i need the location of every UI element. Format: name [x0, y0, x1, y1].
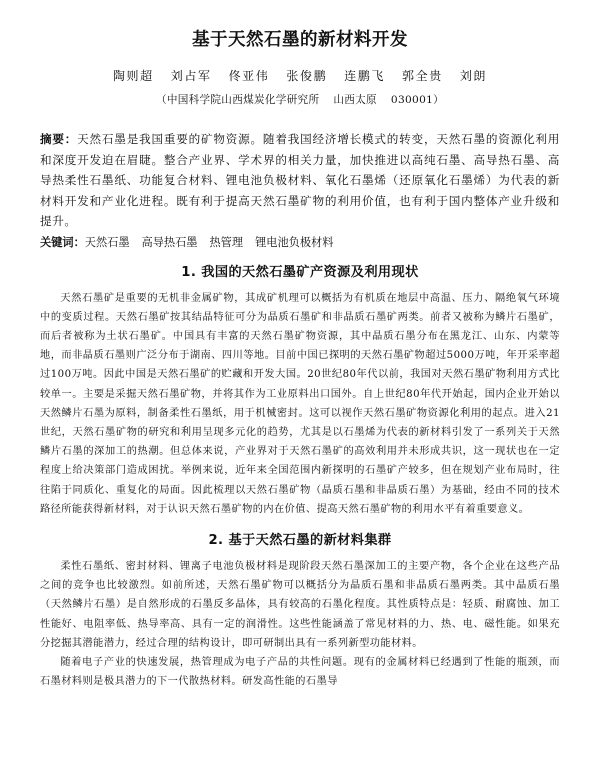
affiliation-city: 山西太原 [333, 94, 377, 106]
author-name: 陶则超 [112, 69, 154, 83]
section-1-heading: 1. 我国的天然石墨矿产资源及利用现状 [181, 264, 419, 280]
author-name: 刘朗 [459, 69, 488, 83]
abstract [40, 129, 560, 232]
author-name: 连鹏飞 [344, 69, 386, 83]
keyword: 天然石墨 [84, 235, 130, 249]
paper-title: 基于天然石墨的新材料开发 [192, 30, 408, 50]
section-2-paragraph: 随着电子产业的快速发展，热管理成为电子产品的共性问题。现有的金属材料已经遇到了性能的瓶颈，而石墨材料则是极具潜力的下一代散热材料。研发高性能的石墨导 [40, 656, 560, 688]
section-2-paragraph: 柔性石墨纸、密封材料、锂离子电池负极材料是现阶段天然石墨深加工的主要产物，各个企业在这些产品之间的竞争也比较激烈。如前所述，天然石墨矿物可以概括分为晶质石墨和非晶质石墨两类。其中晶质石墨（天然鳞片石墨）是自然形成的石墨反多晶体，具有较高的石墨化程度。其性质特点是：轻质、耐腐蚀、加工性能好、电阻率低、热导率高、具有一定的润滑性。这些性能涵盖了常见材料的力、热、电、磁性能。如果充分挖掘其潜能潜力，经过合理的结构设计，即可研制出具有一系列新型功能材料。 [40, 560, 560, 649]
author-name: 张俊鹏 [286, 69, 328, 83]
affiliation-postcode: 030001） [390, 94, 445, 106]
affiliation [40, 92, 560, 107]
author-list [40, 67, 560, 84]
affiliation-institution: （中国科学院山西煤炭化学研究所 [155, 94, 320, 106]
abstract-text: 天然石墨是我国重要的矿物资源。随着我国经济增长模式的转变，天然石墨的资源化利用和深度开发迫在眉睫。整合产业界、学术界的相关力量，加快推进以高纯石墨、高导热石墨、高导热柔性石墨纸、功能复合材料、锂电池负极材料、氧化石墨烯（还原氧化石墨烯）为代表的新材料开发和产业化进程。既有利于提高天然石墨矿物的利用价值，也有利于国内整体产业升级和提升。 [40, 132, 560, 228]
keyword: 锂电池负极材料 [255, 235, 334, 249]
abstract-label: 摘要： [40, 132, 78, 146]
author-name: 郭全贵 [402, 69, 443, 83]
section-1-paragraph: 天然石墨矿是重要的无机非金属矿物，其成矿机理可以概括为有机质在地层中高温、压力、隔绝氧气环境中的变质过程。天然石墨矿按其结晶特征可分为晶质石墨矿和非晶质石墨矿两类。前者又被称为鳞片石墨矿，而后者被称为土状石墨矿。中国具有丰富的天然石墨矿物资源，其中晶质石墨分布在黑龙江、山东、内蒙等地，而非晶质石墨则广泛分布于湖南、四川等地。目前中国已探明的天然石墨矿物超过5000万吨，年开采率超过100万吨。因此中国是天然石墨矿的贮藏和开发大国。20世纪80年代以前，我国对天然石墨矿物利用方式比较单一。主要是采掘天然石墨矿物，并将其作为工业原料出口国外。自上世纪80年代开始起，国内企业开始以天然鳞片石墨为原料，制备柔性石墨纸，用于机械密封。这可以视作天然石墨矿物资源化利用的起点。进入21世纪，天然石墨矿物的研究和利用呈现多元化的趋势，尤其是以石墨烯为代表的新材料引发了一系列关于天然鳞片石墨的深加工的热潮。但总体来说，产业界对于天然石墨矿的高效利用并未形成共识，这一现状也在一定程度上给决策部门造成困扰。举例来说，近年来全国范围内新探明的石墨矿产较多，但在规划产业布局时，往往陷于同质化、重复化的局面。因此梳理以天然石墨矿物（晶质石墨和非晶质石墨）为基础，经由不同的技术路径所能获得新材料，对于认识天然石墨矿物的内在价值、提高天然石墨矿物的利用水平有着重要意义。 [40, 292, 560, 515]
author-name: 刘占军 [170, 69, 212, 83]
keywords-label: 关键词： [40, 235, 85, 249]
keywords [40, 233, 560, 253]
section-2-heading: 2. 基于天然石墨的新材料集群 [208, 532, 392, 548]
keyword: 热管理 [209, 235, 244, 249]
author-name: 佟亚伟 [228, 69, 270, 83]
keyword: 高导热石墨 [141, 235, 198, 249]
